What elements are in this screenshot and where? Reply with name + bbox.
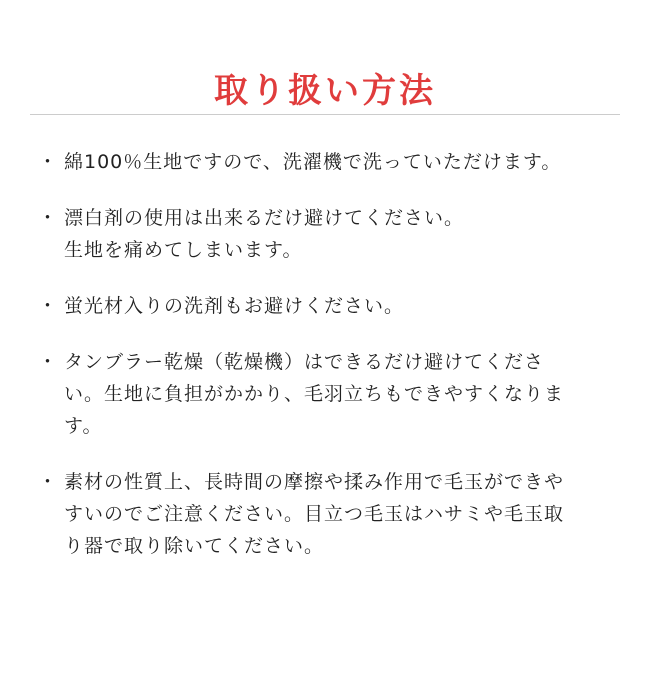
bullet: ・ [38, 471, 58, 493]
list-item-text: 蛍光材入りの洗剤もお避けください。 [64, 295, 405, 317]
bullet: ・ [38, 151, 58, 173]
bullet: ・ [38, 351, 58, 373]
list-item [34, 346, 624, 442]
list-item [34, 146, 624, 178]
list-item-text: タンブラー乾燥（乾燥機）はできるだけ避けてくださ い。生地に負担がかかり、毛羽立ちもできやすくなりま す。 [64, 351, 565, 437]
list-item [34, 202, 624, 266]
bullet: ・ [38, 295, 58, 317]
list-item-text: 漂白剤の使用は出来るだけ避けてください。 生地を痛めてしまいます。 [64, 207, 465, 261]
title-divider [30, 114, 620, 115]
list-item [34, 290, 624, 322]
bullet: ・ [38, 207, 58, 229]
list-item-text: 綿100％生地ですので、洗濯機で洗っていただけます。 [64, 151, 562, 173]
page-title: 取り扱い方法 [214, 70, 436, 111]
care-instructions-list [34, 146, 624, 586]
list-item [34, 466, 624, 562]
list-item-text: 素材の性質上、長時間の摩擦や揉み作用で毛玉ができや すいのでご注意ください。目立つ毛玉はハサミや毛玉取 り器で取り除いてください。 [64, 471, 565, 557]
